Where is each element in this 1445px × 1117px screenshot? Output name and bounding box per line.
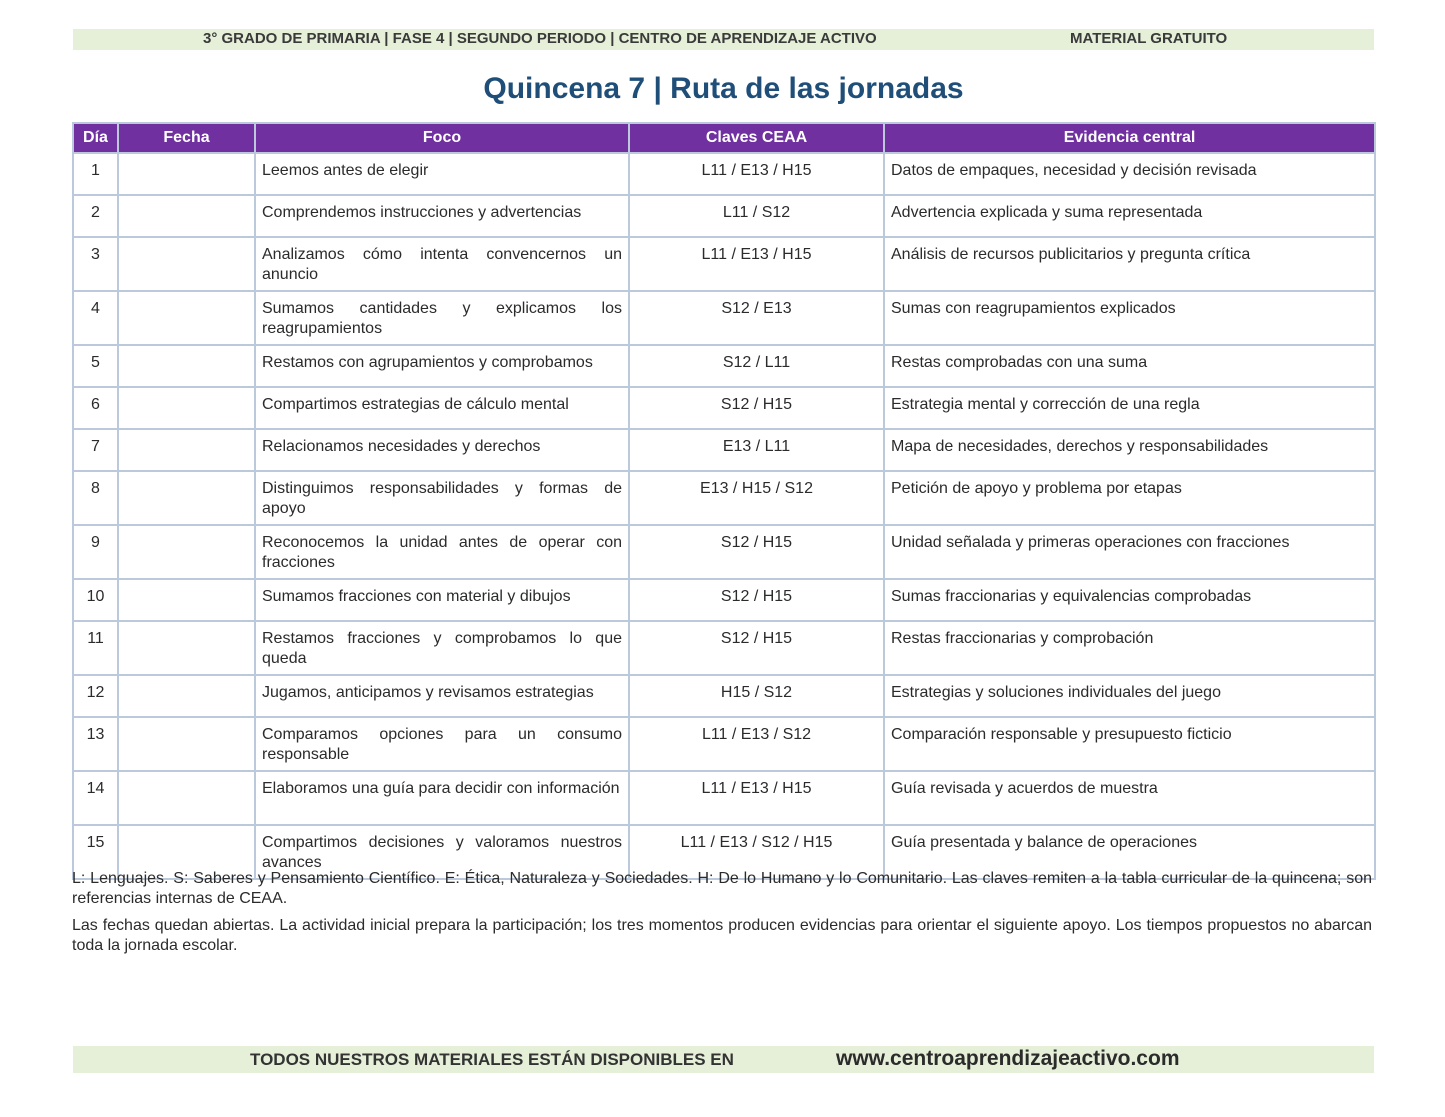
cell-evidence: Guía presentada y balance de operaciones — [884, 825, 1375, 879]
table-row — [73, 525, 1375, 579]
cell-date[interactable] — [118, 771, 255, 825]
cell-keys: E13 / H15 / S12 — [629, 471, 884, 525]
cell-focus: Relacionamos necesidades y derechos — [255, 429, 629, 471]
cell-focus: Distinguimos responsabilidades y formas de apoyo — [255, 471, 629, 525]
table-row — [73, 579, 1375, 621]
cell-day: 10 — [73, 579, 118, 621]
cell-evidence: Datos de empaques, necesidad y decisión revisada — [884, 153, 1375, 195]
cell-day: 15 — [73, 825, 118, 879]
header-right-text: MATERIAL GRATUITO — [1070, 30, 1228, 47]
cell-focus: Jugamos, anticipamos y revisamos estrategias — [255, 675, 629, 717]
cell-keys: H15 / S12 — [629, 675, 884, 717]
cell-date[interactable] — [118, 429, 255, 471]
cell-evidence: Análisis de recursos publicitarios y pregunta crítica — [884, 237, 1375, 291]
cell-keys: S12 / L11 — [629, 345, 884, 387]
cell-date[interactable] — [118, 345, 255, 387]
cell-evidence: Restas fraccionarias y comprobación — [884, 621, 1375, 675]
cell-day: 9 — [73, 525, 118, 579]
cell-keys: S12 / H15 — [629, 387, 884, 429]
cell-day: 4 — [73, 291, 118, 345]
cell-focus: Analizamos cómo intenta convencernos un anuncio — [255, 237, 629, 291]
table-row — [73, 387, 1375, 429]
cell-keys: E13 / L11 — [629, 429, 884, 471]
cell-day: 1 — [73, 153, 118, 195]
cell-focus: Leemos antes de elegir — [255, 153, 629, 195]
cell-date[interactable] — [118, 195, 255, 237]
table-row — [73, 471, 1375, 525]
footer-text: TODOS NUESTROS MATERIALES ESTÁN DISPONIBLES EN — [250, 1050, 734, 1069]
cell-date[interactable] — [118, 237, 255, 291]
cell-evidence: Guía revisada y acuerdos de muestra — [884, 771, 1375, 825]
table-row — [73, 153, 1375, 195]
dates-note: Las fechas quedan abiertas. La actividad inicial prepara la participación; los tres momentos producen evidencias para orientar el siguiente apoyo. Los tiempos propuestos no abarcan toda la jornada escolar. — [72, 917, 1372, 954]
cell-day: 3 — [73, 237, 118, 291]
cell-date[interactable] — [118, 153, 255, 195]
cell-keys: S12 / E13 — [629, 291, 884, 345]
top-header-band — [73, 29, 1374, 50]
table-row — [73, 345, 1375, 387]
cell-focus: Restamos con agrupamientos y comprobamos — [255, 345, 629, 387]
cell-keys: L11 / E13 / H15 — [629, 771, 884, 825]
cell-date[interactable] — [118, 525, 255, 579]
cell-focus: Reconocemos la unidad antes de operar con fracciones — [255, 525, 629, 579]
column-header-day: Día — [73, 123, 118, 153]
cell-keys: L11 / E13 / S12 — [629, 717, 884, 771]
cell-keys: L11 / E13 / H15 — [629, 153, 884, 195]
cell-focus: Sumamos fracciones con material y dibujos — [255, 579, 629, 621]
cell-date[interactable] — [118, 675, 255, 717]
footer-band — [73, 1046, 1374, 1073]
column-header-date: Fecha — [118, 123, 255, 153]
cell-focus: Compartimos decisiones y valoramos nuestros avances — [255, 825, 629, 879]
cell-keys: S12 / H15 — [629, 579, 884, 621]
table-row — [73, 675, 1375, 717]
cell-day: 5 — [73, 345, 118, 387]
cell-keys: S12 / H15 — [629, 525, 884, 579]
cell-day: 13 — [73, 717, 118, 771]
legend-note: L: Lenguajes. S: Saberes y Pensamiento Científico. E: Ética, Naturaleza y Sociedades. H: De lo Humano y lo Comunitario. Las claves remiten a la tabla curricular de la quincena; son referencias internas de CEAA. — [72, 870, 1372, 907]
cell-focus: Elaboramos una guía para decidir con información — [255, 771, 629, 825]
cell-day: 11 — [73, 621, 118, 675]
cell-evidence: Estrategias y soluciones individuales del juego — [884, 675, 1375, 717]
column-header-evidence: Evidencia central — [884, 123, 1375, 153]
cell-day: 14 — [73, 771, 118, 825]
cell-focus: Comparamos opciones para un consumo responsable — [255, 717, 629, 771]
cell-evidence: Petición de apoyo y problema por etapas — [884, 471, 1375, 525]
cell-date[interactable] — [118, 717, 255, 771]
header-left-text: 3° GRADO DE PRIMARIA | FASE 4 | SEGUNDO PERIODO | CENTRO DE APRENDIZAJE ACTIVO — [203, 30, 877, 47]
cell-date[interactable] — [118, 291, 255, 345]
cell-focus: Sumamos cantidades y explicamos los reagrupamientos — [255, 291, 629, 345]
footer-url-link[interactable]: www.centroaprendizajeactivo.com — [836, 1047, 1180, 1070]
cell-date[interactable] — [118, 621, 255, 675]
cell-day: 2 — [73, 195, 118, 237]
cell-keys: L11 / E13 / H15 — [629, 237, 884, 291]
table-row — [73, 621, 1375, 675]
table-header-row — [73, 123, 1375, 153]
cell-evidence: Unidad señalada y primeras operaciones con fracciones — [884, 525, 1375, 579]
table-row — [73, 771, 1375, 825]
page-title: Quincena 7 | Ruta de las jornadas — [483, 72, 964, 105]
cell-focus: Comprendemos instrucciones y advertencias — [255, 195, 629, 237]
cell-evidence: Mapa de necesidades, derechos y responsabilidades — [884, 429, 1375, 471]
cell-evidence: Advertencia explicada y suma representada — [884, 195, 1375, 237]
cell-day: 12 — [73, 675, 118, 717]
cell-keys: S12 / H15 — [629, 621, 884, 675]
cell-evidence: Estrategia mental y corrección de una regla — [884, 387, 1375, 429]
table-row — [73, 195, 1375, 237]
cell-date[interactable] — [118, 579, 255, 621]
table-row — [73, 237, 1375, 291]
cell-evidence: Sumas con reagrupamientos explicados — [884, 291, 1375, 345]
cell-evidence: Restas comprobadas con una suma — [884, 345, 1375, 387]
table-row — [73, 717, 1375, 771]
cell-date[interactable] — [118, 471, 255, 525]
route-table — [72, 122, 1376, 880]
table-row — [73, 429, 1375, 471]
column-header-keys: Claves CEAA — [629, 123, 884, 153]
cell-day: 8 — [73, 471, 118, 525]
cell-day: 6 — [73, 387, 118, 429]
cell-date[interactable] — [118, 387, 255, 429]
cell-keys: L11 / S12 — [629, 195, 884, 237]
cell-focus: Compartimos estrategias de cálculo mental — [255, 387, 629, 429]
cell-keys: L11 / E13 / S12 / H15 — [629, 825, 884, 879]
cell-day: 7 — [73, 429, 118, 471]
table-row — [73, 291, 1375, 345]
cell-evidence: Sumas fraccionarias y equivalencias comprobadas — [884, 579, 1375, 621]
cell-evidence: Comparación responsable y presupuesto ficticio — [884, 717, 1375, 771]
column-header-focus: Foco — [255, 123, 629, 153]
cell-focus: Restamos fracciones y comprobamos lo que queda — [255, 621, 629, 675]
